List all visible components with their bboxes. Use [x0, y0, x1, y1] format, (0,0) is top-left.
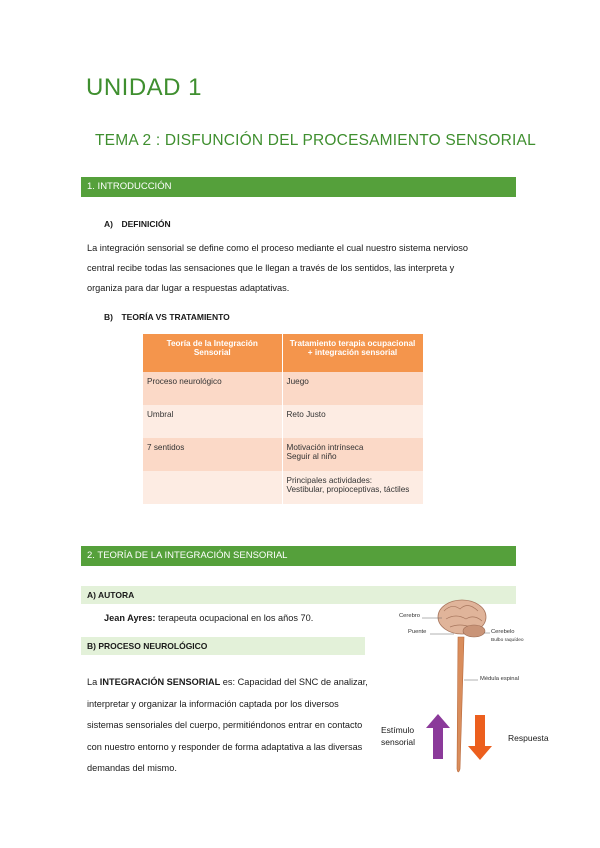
integration-intro: La [87, 677, 100, 687]
table-cell [143, 471, 282, 504]
definition-paragraph [87, 238, 527, 298]
arrow-down-icon [468, 715, 492, 760]
label-respuesta: Respuesta [508, 733, 549, 743]
label-puente: Puente [408, 629, 427, 635]
table-row [143, 372, 423, 405]
definition-heading: A) DEFINICIÓN [104, 219, 171, 229]
integration-term: INTEGRACIÓN SENSORIAL [99, 677, 221, 687]
section-teoria-bar: 2. TEORÍA DE LA INTEGRACIÓN SENSORIAL [81, 546, 516, 566]
label-estimulo: Estímulo sensorial [381, 725, 416, 747]
arrow-up-icon [426, 714, 450, 759]
table-header-theory: Teoría de la Integración Sensorial [143, 334, 282, 372]
nervous-system-figure [374, 597, 554, 777]
proceso-bar: B) PROCESO NEUROLÓGICO [81, 637, 365, 655]
table-row [143, 438, 423, 471]
comparison-heading: B) TEORÍA VS TRATAMIENTO [104, 312, 230, 322]
table-cell: Juego [282, 372, 423, 405]
definition-line: organiza para dar lugar a respuestas adaptativas. [87, 283, 290, 293]
label-medula: Médula espinal [480, 676, 519, 682]
label-cerebro: Cerebro [399, 613, 420, 619]
integration-text: es: Capacidad del SNC de analizar, interpretar y organizar la información captada por los diversos sistemas sensoriales del cuerpo, permitiéndonos entrar en contacto con nuestro entorno y responder de forma adaptativa a las diversas demandas del mismo. [87, 677, 368, 773]
table-header-row [143, 334, 423, 372]
section-introduccion-bar: 1. INTRODUCCIÓN [81, 177, 516, 197]
author-name: Jean Ayres: [104, 613, 156, 623]
table-cell: Reto Justo [282, 405, 423, 438]
topic-title: TEMA 2 : DISFUNCIÓN DEL PROCESAMIENTO SENSORIAL [95, 132, 536, 149]
table-cell: Principales actividades: Vestibular, propioceptivas, táctiles [282, 471, 423, 504]
autora-bar: A) AUTORA [81, 586, 516, 604]
autora-line [104, 613, 313, 623]
table-cell: Motivación intrínseca Seguir al niño [282, 438, 423, 471]
label-bulbo: Bulbo raquídeo [491, 638, 524, 643]
comparison-table [143, 334, 424, 504]
table-row [143, 405, 423, 438]
table-cell: Umbral [143, 405, 282, 438]
table-cell: 7 sentidos [143, 438, 282, 471]
table-row [143, 471, 423, 504]
definition-line: La integración sensorial se define como el proceso mediante el cual nuestro sistema nervioso [87, 243, 468, 253]
cerebellum-shape [463, 625, 485, 637]
table-header-treatment: Tratamiento terapia ocupacional + integración sensorial [282, 334, 423, 372]
unit-title: UNIDAD 1 [86, 74, 203, 101]
spinal-cord-shape [457, 637, 464, 772]
author-desc: terapeuta ocupacional en los años 70. [155, 613, 314, 623]
integration-paragraph [87, 672, 369, 780]
definition-line: central recibe todas las sensaciones que le llegan a través de los sentidos, las interpreta y [87, 263, 455, 273]
label-cerebelo: Cerebelo [491, 629, 515, 635]
table-cell: Proceso neurológico [143, 372, 282, 405]
